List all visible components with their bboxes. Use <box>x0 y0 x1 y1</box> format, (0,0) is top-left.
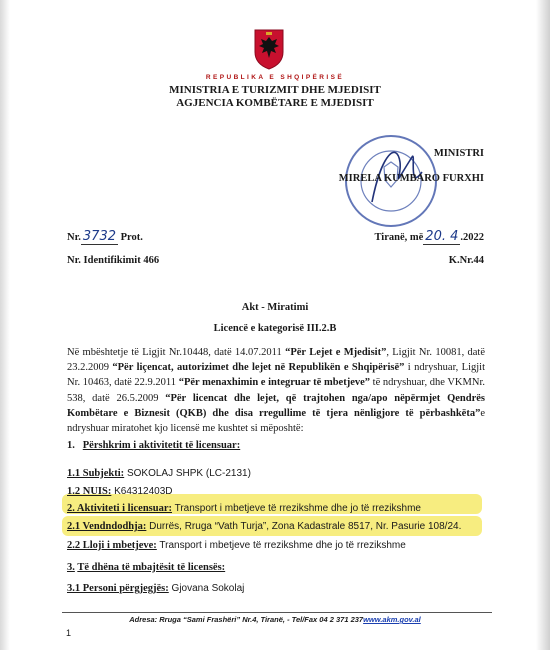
agency-name: AGJENCIA KOMBËTARE E MJEDISIT <box>176 97 374 109</box>
section-3-number: 3. <box>67 562 75 573</box>
item-responsible-person <box>67 583 244 594</box>
item-value: Durrës, Rruga “Vath Turja”, Zona Kadastrale 8517, Nr. Pasurie 108/24. <box>146 521 462 532</box>
item-value: K64312403D <box>111 486 173 497</box>
law-title-2: “Për liçencat, autorizimet dhe lejet në Republikën e Shqipërisë” <box>112 362 405 374</box>
protocol-number <box>67 229 143 244</box>
albanian-eagle-icon <box>253 28 285 70</box>
item-value: Transport i mbetjeve të rrezikshme dhe jo të rrezikshme <box>156 540 406 551</box>
item-value: Gjovana Sokolaj <box>168 583 245 594</box>
intro-text-1: Në mbështetje të Ligjit Nr.10448, datë 14.07.2011 <box>67 347 286 358</box>
item-subject <box>67 468 251 479</box>
item-nuis <box>67 486 173 497</box>
footer-address-text: Adresa: Rruga “Sami Frashëri” Nr.4, Tiranë, - Tel/Fax 04 2 371 237 <box>129 615 364 624</box>
intro-text-4: të ndryshuar, dhe VKMNr. 538, datë 26.5.2009 <box>67 377 485 404</box>
item-waste-type <box>67 540 406 551</box>
footer-divider <box>62 612 492 613</box>
item-location <box>67 521 461 532</box>
law-title-4: “Për licencat dhe lejet, që trajtohen nga/apo nëpërmjet Qendrës Kombëtare e Biznesit (QKB) dhe disa rregullime të tjera nënligjore të përbashkëta” <box>67 392 485 419</box>
document-title: Akt - Miratimi <box>241 302 309 313</box>
law-title-3: “Për menaxhimin e integruar të mbetjeve” <box>178 377 371 389</box>
item-key: 3.1 Personi përgjegjës: <box>67 583 169 594</box>
section-1-heading <box>67 440 240 451</box>
item-key: 2.1 Vendndodhja: <box>67 521 147 532</box>
handwritten-date: 20. 4 <box>425 229 459 244</box>
item-activity <box>67 503 421 514</box>
item-value: SOKOLAJ SHPK (LC-2131) <box>124 468 251 479</box>
section-1-number: 1. <box>67 440 75 451</box>
k-number: K.Nr.44 <box>448 255 484 266</box>
page-number: 1 <box>66 628 72 638</box>
item-key: 1.2 NUIS: <box>67 486 112 497</box>
footer-address <box>0 615 550 624</box>
item-key: 2. Aktiviteti i licensuar: <box>67 503 172 514</box>
date-year: .2022 <box>460 232 484 243</box>
document-date <box>374 229 484 244</box>
section-3-title: Të dhëna të mbajtësit të licensës: <box>77 562 226 573</box>
footer-website-link[interactable]: www.akm.gov.al <box>363 615 421 624</box>
identification-number: Nr. Identifikimit 466 <box>67 255 160 266</box>
intro-text-2: , Ligjit Nr. 10081, datë 23.2.2009 <box>67 347 485 374</box>
signatory-name: MIRELA KUMBARO FURXHI <box>338 173 484 184</box>
law-title-1: “Për Lejet e Mjedisit” <box>285 347 387 358</box>
nr-label: Nr. <box>67 232 81 243</box>
legal-basis-paragraph <box>67 345 485 436</box>
date-prefix: Tiranë, më <box>374 232 424 243</box>
ministry-name: MINISTRIA E TURIZMIT DHE MJEDISIT <box>169 84 381 96</box>
section-3-heading <box>67 562 225 573</box>
handwritten-protocol-number: 3732 <box>82 229 116 244</box>
section-1-title: Përshkrim i aktivitetit të licensuar: <box>82 440 241 451</box>
item-key: 1.1 Subjekti: <box>67 468 125 479</box>
signatory-title: MINISTRI <box>433 148 484 159</box>
item-key: 2.2 Lloji i mbetjeve: <box>67 540 157 551</box>
intro-text-3: i ndryshuar, Ligjit Nr. 10463, datë 22.9.2011 <box>67 362 485 389</box>
licence-category: Licencë e kategorisë III.2.B <box>213 323 337 334</box>
item-value: Transport i mbetjeve të rrezikshme dhe jo të rrezikshme <box>172 503 421 514</box>
republic-label: REPUBLIKA E SHQIPËRISË <box>205 74 345 81</box>
intro-text-5: e ndryshuar miratohet kjo licensë me kushtet si mëposhtë: <box>67 407 485 435</box>
prot-label: Prot. <box>120 232 143 243</box>
